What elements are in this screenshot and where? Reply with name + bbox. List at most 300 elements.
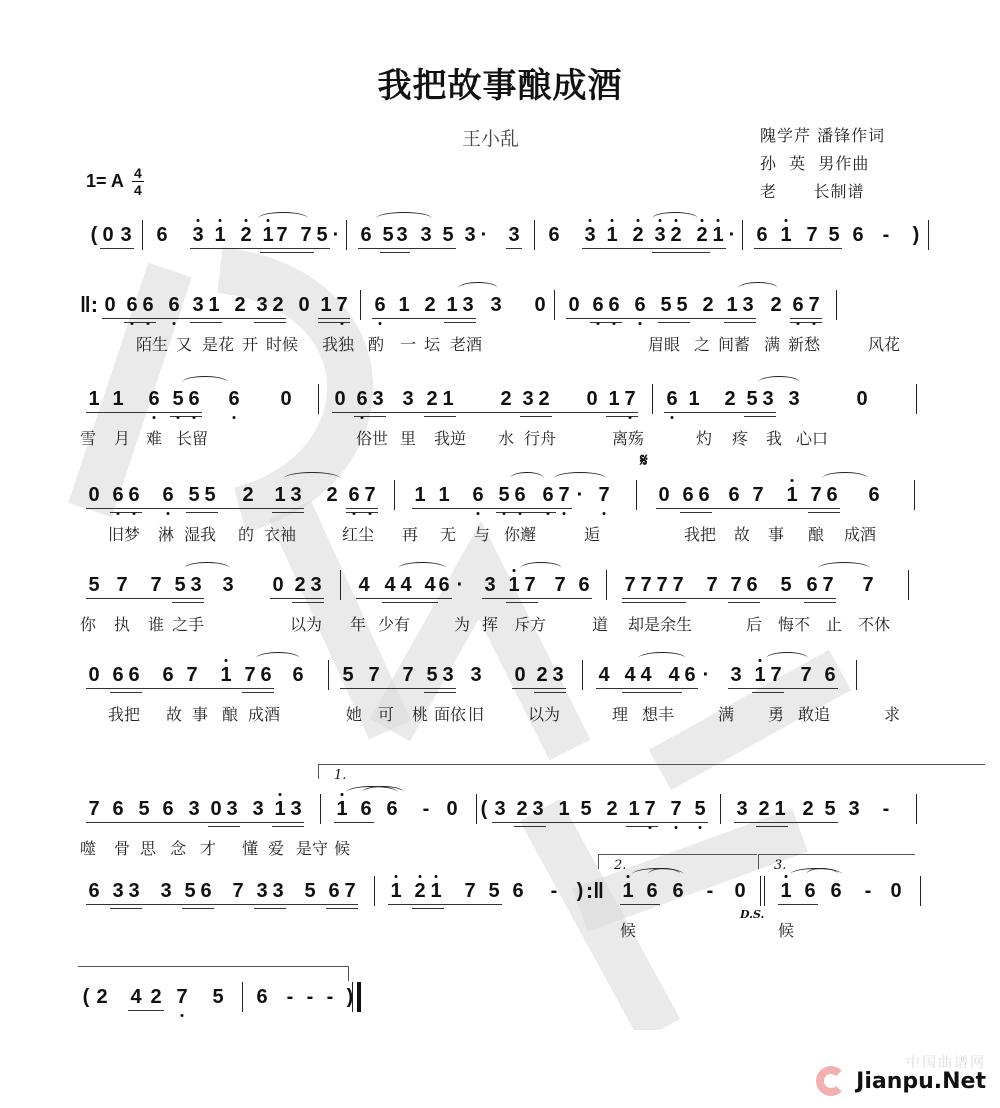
lyric: 少有 bbox=[378, 615, 411, 634]
note: 2 bbox=[516, 798, 528, 820]
underline bbox=[340, 688, 456, 689]
note: 6 bbox=[260, 664, 272, 686]
note: 7 bbox=[706, 574, 718, 596]
volta-label: 2. bbox=[614, 858, 627, 873]
lyric: 我逆 bbox=[434, 429, 467, 448]
underline bbox=[334, 822, 374, 823]
lyric: 你邂 bbox=[504, 525, 537, 544]
note: 1 bbox=[112, 388, 124, 410]
volta-label: 3. bbox=[774, 858, 787, 873]
symbol: ‖: bbox=[79, 292, 99, 317]
note: 3 bbox=[552, 664, 564, 686]
note: 6 bbox=[632, 294, 648, 316]
note: 7 bbox=[656, 574, 668, 596]
low-octave-dot bbox=[477, 512, 480, 515]
note: 7 bbox=[300, 224, 312, 246]
underline bbox=[656, 508, 840, 509]
underline bbox=[444, 322, 476, 323]
underline bbox=[424, 692, 456, 693]
logo-faint-text: 中国曲谱网 bbox=[906, 1055, 986, 1071]
underline bbox=[128, 1010, 164, 1011]
note: 3 bbox=[490, 294, 502, 316]
underline bbox=[356, 598, 452, 599]
underline bbox=[790, 322, 822, 323]
low-octave-dot bbox=[379, 322, 382, 325]
underline bbox=[272, 826, 304, 827]
double-barline bbox=[764, 876, 765, 906]
note: 3 bbox=[420, 224, 432, 246]
underline bbox=[756, 826, 788, 827]
underline bbox=[606, 416, 638, 417]
note: 4 bbox=[598, 664, 610, 686]
low-octave-dot bbox=[153, 416, 156, 419]
note: 1 bbox=[272, 798, 288, 820]
lyric: 红尘 bbox=[342, 525, 375, 544]
lyric: 是守 bbox=[296, 839, 329, 858]
lyric: 之 bbox=[694, 335, 711, 354]
slur-tie bbox=[648, 868, 680, 881]
note: 2 bbox=[668, 224, 684, 246]
lyric: 故 bbox=[166, 705, 183, 724]
high-octave-dot bbox=[637, 219, 640, 222]
underline bbox=[652, 252, 710, 253]
lyric: 爱 bbox=[268, 839, 285, 858]
note: 5 bbox=[692, 798, 708, 820]
note: 3 bbox=[494, 798, 506, 820]
note: 6 bbox=[590, 294, 606, 316]
note: 1 bbox=[778, 880, 794, 902]
note: 2 bbox=[238, 224, 254, 246]
note: 7 bbox=[402, 664, 414, 686]
note: 3 bbox=[256, 294, 268, 316]
underline bbox=[170, 416, 202, 417]
underline bbox=[590, 322, 622, 323]
note: 7 bbox=[244, 664, 256, 686]
note: 3 bbox=[252, 798, 264, 820]
low-octave-dot bbox=[639, 322, 642, 325]
symbol: - bbox=[882, 798, 890, 820]
note: 4 bbox=[624, 664, 636, 686]
note: 6 bbox=[728, 484, 740, 506]
note: 5 bbox=[170, 388, 186, 410]
symbol: ) bbox=[576, 880, 584, 902]
lyric: 间蓄 bbox=[718, 335, 751, 354]
underline bbox=[596, 688, 698, 689]
note: 7 bbox=[596, 484, 612, 506]
lyric: 可 bbox=[378, 705, 395, 724]
note: 5 bbox=[188, 484, 200, 506]
note: 1 bbox=[774, 798, 786, 820]
underline bbox=[582, 248, 726, 249]
note: 1 bbox=[218, 664, 234, 686]
underline bbox=[752, 692, 784, 693]
lyric: 风花 bbox=[868, 335, 901, 354]
lyric: 是花 bbox=[202, 335, 235, 354]
slur-tie bbox=[184, 562, 230, 575]
note: 5 bbox=[426, 664, 438, 686]
note: 4 bbox=[640, 664, 652, 686]
note: 3 bbox=[310, 574, 322, 596]
lyric: 止 bbox=[826, 615, 843, 634]
note: 7 bbox=[344, 880, 356, 902]
slur-tie bbox=[284, 472, 340, 485]
lyric: 酿 bbox=[222, 705, 239, 724]
note: 5 bbox=[138, 798, 150, 820]
note: 2 bbox=[630, 224, 646, 246]
lyric: 面依 bbox=[434, 705, 467, 724]
note: 1 bbox=[274, 484, 286, 506]
note: 5 bbox=[676, 294, 688, 316]
underline bbox=[254, 322, 286, 323]
note: 6 bbox=[386, 798, 398, 820]
transcriber-credit: 老 长制谱 bbox=[760, 182, 865, 201]
note: 6 bbox=[790, 294, 806, 316]
note: 3 bbox=[120, 224, 132, 246]
symbol: · bbox=[332, 224, 340, 246]
logo-icon bbox=[816, 1066, 846, 1096]
note: 6 bbox=[548, 224, 560, 246]
note: 6 bbox=[160, 484, 176, 506]
underline bbox=[332, 412, 638, 413]
underline bbox=[388, 904, 502, 905]
note: 0 bbox=[514, 664, 526, 686]
symbol: ( bbox=[82, 986, 90, 1008]
underline bbox=[658, 322, 690, 323]
note: 1 bbox=[710, 224, 726, 246]
note: 6 bbox=[684, 664, 696, 686]
note: 1 bbox=[688, 388, 700, 410]
lyric: 再 bbox=[402, 525, 419, 544]
underline bbox=[520, 416, 552, 417]
lyricist-credit: 隗学芹 潘锋作词 bbox=[760, 126, 886, 145]
slur-tie bbox=[182, 376, 228, 389]
underline bbox=[744, 416, 776, 417]
note: 3 bbox=[128, 880, 140, 902]
note: 3 bbox=[112, 880, 124, 902]
underline bbox=[790, 318, 822, 319]
lyric: 离殇 bbox=[612, 429, 645, 448]
note: 3 bbox=[190, 574, 202, 596]
lyric: 湿我 bbox=[184, 525, 217, 544]
note: 6 bbox=[746, 574, 758, 596]
barline bbox=[916, 384, 917, 414]
lyric: 一 bbox=[400, 335, 417, 354]
lyric: 骨 bbox=[114, 839, 131, 858]
symbol: - bbox=[422, 798, 430, 820]
note: 0 bbox=[334, 388, 346, 410]
slur-tie bbox=[398, 562, 446, 575]
note: 3 bbox=[402, 388, 414, 410]
note: 2 bbox=[694, 224, 710, 246]
symbol: · bbox=[728, 224, 736, 246]
note: 6 bbox=[186, 388, 202, 410]
note: 7 bbox=[806, 294, 822, 316]
note: 2 bbox=[234, 294, 246, 316]
underline bbox=[754, 248, 842, 249]
lyric: 懂 bbox=[242, 839, 259, 858]
barline bbox=[534, 220, 535, 250]
underline bbox=[728, 688, 838, 689]
note: 6 bbox=[804, 880, 816, 902]
note: 7 bbox=[862, 574, 874, 596]
lyric: 后 bbox=[746, 615, 763, 634]
lyric: 我 bbox=[766, 429, 783, 448]
underline bbox=[506, 248, 522, 249]
note: 7 bbox=[810, 484, 822, 506]
note: 6 bbox=[112, 798, 124, 820]
lyric: 候 bbox=[620, 921, 637, 940]
note: 3 bbox=[372, 388, 384, 410]
lyric: 疼 bbox=[732, 429, 749, 448]
note: 5 bbox=[212, 986, 224, 1008]
high-octave-dot bbox=[701, 219, 704, 222]
high-octave-dot bbox=[759, 659, 762, 662]
note: 6 bbox=[256, 986, 268, 1008]
note: 0 bbox=[272, 574, 284, 596]
note: 6 bbox=[540, 484, 556, 506]
lyric: 时候 bbox=[266, 335, 299, 354]
high-octave-dot bbox=[225, 659, 228, 662]
lyric: 思 bbox=[140, 839, 157, 858]
note: 3 bbox=[736, 798, 748, 820]
high-octave-dot bbox=[589, 219, 592, 222]
note: 6 bbox=[162, 798, 174, 820]
high-octave-dot bbox=[245, 219, 248, 222]
note: 6 bbox=[646, 880, 658, 902]
note: 7 bbox=[362, 484, 378, 506]
low-octave-dot bbox=[233, 416, 236, 419]
underline bbox=[346, 508, 378, 509]
lyric: 又 bbox=[176, 335, 193, 354]
key-label: 1= A bbox=[86, 171, 124, 191]
note: 3 bbox=[532, 798, 544, 820]
lyric: 为 bbox=[454, 615, 471, 634]
lyric: 之手 bbox=[172, 615, 205, 634]
note: 2 bbox=[770, 294, 782, 316]
lyric: 满 bbox=[764, 335, 781, 354]
underline bbox=[292, 602, 324, 603]
note: 2 bbox=[150, 986, 162, 1008]
high-octave-dot bbox=[219, 219, 222, 222]
barline bbox=[142, 220, 143, 250]
underline bbox=[102, 318, 286, 319]
note: 1 bbox=[260, 224, 276, 246]
underline bbox=[124, 322, 156, 323]
note: 2 bbox=[326, 484, 338, 506]
symbol: · bbox=[480, 224, 488, 246]
note: 7 bbox=[752, 484, 764, 506]
low-octave-dot bbox=[671, 416, 674, 419]
note: 0 bbox=[210, 798, 222, 820]
note: 2 bbox=[536, 664, 548, 686]
slur-tie bbox=[758, 376, 800, 389]
lyric: 长留 bbox=[176, 429, 209, 448]
note: 1 bbox=[208, 294, 220, 316]
note: 0 bbox=[734, 880, 746, 902]
note: 4 bbox=[130, 986, 142, 1008]
lyric: 坛 bbox=[424, 335, 441, 354]
underline bbox=[620, 904, 660, 905]
underline bbox=[412, 908, 444, 909]
note: 2 bbox=[242, 484, 254, 506]
note: 3 bbox=[652, 224, 668, 246]
note: 3 bbox=[192, 294, 204, 316]
symbol: - bbox=[550, 880, 558, 902]
underline bbox=[354, 416, 386, 417]
note: 3 bbox=[190, 224, 206, 246]
note: 6 bbox=[852, 224, 864, 246]
underline bbox=[100, 248, 134, 249]
symbol: ) bbox=[346, 986, 354, 1008]
note: 7 bbox=[806, 224, 818, 246]
note: 5 bbox=[382, 224, 394, 246]
underline bbox=[260, 252, 314, 253]
low-octave-dot bbox=[699, 826, 702, 829]
lyric: 事 bbox=[768, 525, 785, 544]
note: 6 bbox=[868, 484, 880, 506]
barline bbox=[652, 384, 653, 414]
lyric: 行舟 bbox=[524, 429, 557, 448]
note: 1 bbox=[388, 880, 404, 902]
note: 6 bbox=[372, 294, 388, 316]
note: 7 bbox=[642, 798, 658, 820]
slur-tie bbox=[738, 282, 778, 295]
slur-tie bbox=[376, 212, 432, 225]
underline bbox=[506, 602, 538, 603]
lyric: 才 bbox=[200, 839, 217, 858]
lyric: 悔不 bbox=[778, 615, 811, 634]
lyric: 却是余生 bbox=[628, 615, 693, 634]
low-octave-dot bbox=[167, 512, 170, 515]
lyric: 想丰 bbox=[642, 705, 675, 724]
barline bbox=[340, 570, 341, 600]
note: 2 bbox=[758, 798, 770, 820]
lyric: 酌 bbox=[368, 335, 385, 354]
barline bbox=[328, 660, 329, 690]
slur-tie bbox=[766, 652, 808, 665]
underline bbox=[728, 602, 760, 603]
segno-sign: 𝄋 bbox=[640, 450, 648, 471]
note: 0 bbox=[658, 484, 670, 506]
note: 6 bbox=[200, 880, 212, 902]
high-octave-dot bbox=[341, 793, 344, 796]
note: 3 bbox=[442, 664, 454, 686]
lyric: 俗世 bbox=[356, 429, 389, 448]
lyric: 酿 bbox=[808, 525, 825, 544]
underline bbox=[254, 908, 286, 909]
note: 3 bbox=[256, 880, 268, 902]
barline bbox=[908, 570, 909, 600]
note: 2 bbox=[724, 388, 736, 410]
note: 1 bbox=[752, 664, 768, 686]
note: 1 bbox=[778, 224, 794, 246]
high-octave-dot bbox=[785, 219, 788, 222]
barline bbox=[856, 660, 857, 690]
underline bbox=[346, 512, 378, 513]
underline bbox=[172, 602, 204, 603]
slur-tie bbox=[520, 562, 562, 575]
barline bbox=[836, 290, 837, 320]
underline bbox=[190, 322, 222, 323]
ds-marking: D.S. bbox=[740, 908, 765, 921]
note: 6 bbox=[292, 664, 304, 686]
slur-tie bbox=[638, 652, 686, 665]
note: 4 bbox=[424, 574, 436, 596]
note: 2 bbox=[424, 294, 436, 316]
note: 5 bbox=[174, 574, 186, 596]
song-title: 我把故事酿成酒 bbox=[377, 66, 623, 106]
note: 7 bbox=[624, 574, 636, 596]
note: 3 bbox=[742, 294, 754, 316]
note: 6 bbox=[806, 574, 818, 596]
lyric: 勇 bbox=[768, 705, 785, 724]
note: 1 bbox=[506, 574, 522, 596]
lyric: 斥方 bbox=[514, 615, 547, 634]
underline bbox=[382, 602, 438, 603]
note: 3 bbox=[290, 484, 302, 506]
symbol: :‖ bbox=[585, 878, 605, 903]
note: 0 bbox=[890, 880, 902, 902]
note: 7 bbox=[554, 574, 566, 596]
note: 6 bbox=[110, 484, 126, 506]
barline bbox=[554, 290, 555, 320]
note: 6 bbox=[438, 574, 450, 596]
underline bbox=[512, 688, 566, 689]
note: 6 bbox=[360, 224, 372, 246]
note: 6 bbox=[88, 880, 100, 902]
note: 3 bbox=[226, 798, 238, 820]
time-sig-bottom: 4 bbox=[133, 182, 142, 198]
note: 3 bbox=[464, 224, 476, 246]
symbol: - bbox=[326, 986, 334, 1008]
credits-block bbox=[760, 122, 885, 206]
note: 3 bbox=[222, 574, 234, 596]
lyric: 陌生 bbox=[136, 335, 169, 354]
note: 5 bbox=[316, 224, 328, 246]
underline bbox=[190, 248, 330, 249]
lyric: 旧梦 bbox=[108, 525, 141, 544]
lyric: 无 bbox=[440, 525, 457, 544]
note: 7 bbox=[116, 574, 128, 596]
barline bbox=[928, 220, 929, 250]
underline bbox=[482, 598, 592, 599]
volta-bracket bbox=[318, 764, 985, 779]
lyric: 灼 bbox=[696, 429, 713, 448]
barline bbox=[346, 220, 347, 250]
lyric: 雪 bbox=[80, 429, 97, 448]
note: 7 bbox=[800, 664, 812, 686]
note: 7 bbox=[174, 986, 190, 1008]
lyric: 噬 bbox=[80, 839, 97, 858]
underline bbox=[622, 602, 686, 603]
note: 1 bbox=[414, 484, 426, 506]
high-octave-dot bbox=[279, 793, 282, 796]
lyric: 道 bbox=[592, 615, 609, 634]
high-octave-dot bbox=[513, 569, 516, 572]
note: 3 bbox=[762, 388, 774, 410]
note: 6 bbox=[470, 484, 486, 506]
note: 2 bbox=[538, 388, 550, 410]
note: 1 bbox=[628, 798, 640, 820]
underline bbox=[86, 598, 204, 599]
lyric: 眉眼 bbox=[648, 335, 681, 354]
note: 5 bbox=[828, 224, 840, 246]
high-octave-dot bbox=[717, 219, 720, 222]
note: 4 bbox=[358, 574, 370, 596]
note: 6 bbox=[698, 484, 710, 506]
note: 5 bbox=[204, 484, 216, 506]
underline bbox=[270, 598, 324, 599]
